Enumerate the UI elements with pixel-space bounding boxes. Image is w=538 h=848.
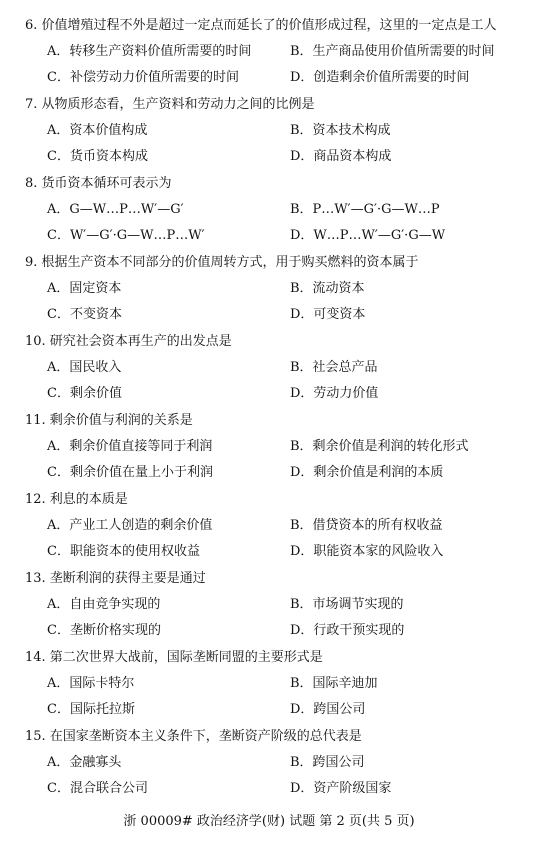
question-option: A．固定资本 bbox=[47, 281, 122, 296]
question-option: D．跨国公司 bbox=[290, 702, 366, 717]
question-option: C．W′—G′·G—W…P…W′ bbox=[47, 228, 205, 243]
question-option: D．剩余价值是利润的本质 bbox=[290, 465, 444, 480]
question-option: D．职能资本家的风险收入 bbox=[290, 544, 444, 559]
question-option: B．跨国公司 bbox=[290, 755, 365, 770]
question-option: C．货币资本构成 bbox=[47, 149, 148, 164]
question-option: C．职能资本的使用权收益 bbox=[47, 544, 200, 559]
question-option: D．创造剩余价值所需要的时间 bbox=[290, 70, 470, 85]
question-option: A．资本价值构成 bbox=[47, 123, 148, 138]
question-option: A．国际卡特尔 bbox=[47, 676, 135, 691]
question-option: B．P…W′—G′·G—W…P bbox=[290, 202, 440, 217]
page-footer: 浙 00009# 政治经济学(财) 试题 第 2 页(共 5 页) bbox=[123, 814, 415, 829]
question-option: A．转移生产资料价值所需要的时间 bbox=[47, 44, 252, 59]
question-option: B．国际辛迪加 bbox=[290, 676, 378, 691]
question-option: A．金融寡头 bbox=[47, 755, 122, 770]
question-option: B．剩余价值是利润的转化形式 bbox=[290, 439, 469, 454]
question-option: C．国际托拉斯 bbox=[47, 702, 135, 717]
question-option: A．国民收入 bbox=[47, 360, 122, 375]
question-option: D．可变资本 bbox=[290, 307, 366, 322]
question-option: D．W…P…W′—G′·G—W bbox=[290, 228, 446, 243]
question-option: D．行政干预实现的 bbox=[290, 623, 405, 638]
question-option: A．自由竞争实现的 bbox=[47, 597, 161, 612]
question-option: A．剩余价值直接等同于利润 bbox=[47, 439, 213, 454]
question-option: C．垄断价格实现的 bbox=[47, 623, 161, 638]
question-stem: 11. 剩余价值与利润的关系是 bbox=[25, 413, 193, 428]
question-stem: 10. 研究社会资本再生产的出发点是 bbox=[25, 334, 232, 349]
question-option: A．G—W…P…W′—G′ bbox=[47, 202, 184, 217]
question-stem: 7. 从物质形态看，生产资料和劳动力之间的比例是 bbox=[25, 97, 315, 112]
question-option: B．生产商品使用价值所需要的时间 bbox=[290, 44, 495, 59]
question-option: D．资产阶级国家 bbox=[290, 781, 392, 796]
question-option: C．补偿劳动力价值所需要的时间 bbox=[47, 70, 239, 85]
question-option: B．借贷资本的所有权收益 bbox=[290, 518, 443, 533]
question-option: B．流动资本 bbox=[290, 281, 365, 296]
question-option: B．市场调节实现的 bbox=[290, 597, 404, 612]
question-option: D．劳动力价值 bbox=[290, 386, 379, 401]
question-option: D．商品资本构成 bbox=[290, 149, 392, 164]
question-stem: 15. 在国家垄断资本主义条件下，垄断资产阶级的总代表是 bbox=[25, 729, 362, 744]
question-option: B．社会总产品 bbox=[290, 360, 378, 375]
question-option: C．混合联合公司 bbox=[47, 781, 148, 796]
question-option: C．不变资本 bbox=[47, 307, 122, 322]
question-stem: 13. 垄断利润的获得主要是通过 bbox=[25, 571, 206, 586]
question-option: C．剩余价值在量上小于利润 bbox=[47, 465, 213, 480]
question-stem: 14. 第二次世界大战前，国际垄断同盟的主要形式是 bbox=[25, 650, 323, 665]
question-stem: 6. 价值增殖过程不外是超过一定点而延长了的价值形成过程，这里的一定点是工人 bbox=[25, 18, 497, 33]
question-option: A．产业工人创造的剩余价值 bbox=[47, 518, 213, 533]
question-stem: 12. 利息的本质是 bbox=[25, 492, 128, 507]
question-stem: 8. 货币资本循环可表示为 bbox=[25, 176, 172, 191]
question-option: C．剩余价值 bbox=[47, 386, 122, 401]
question-option: B．资本技术构成 bbox=[290, 123, 391, 138]
question-stem: 9. 根据生产资本不同部分的价值周转方式，用于购买燃料的资本属于 bbox=[25, 255, 419, 270]
